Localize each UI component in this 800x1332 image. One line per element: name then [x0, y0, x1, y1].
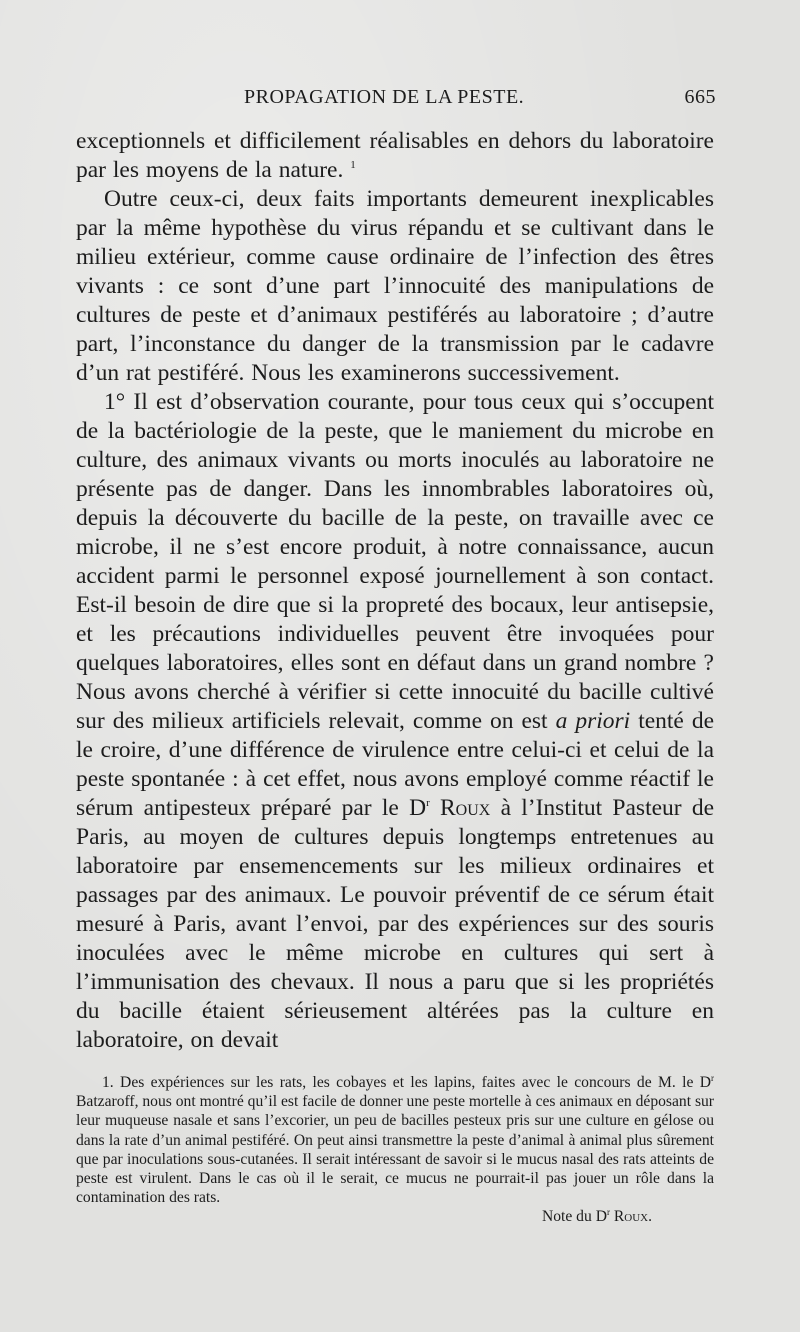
person-name: Roux — [439, 795, 491, 821]
main-text — [76, 127, 714, 1055]
footnote-text: 1. Des expériences sur les rats, les cobayes et les lapins, faites avec le concours de M. le — [102, 1074, 694, 1091]
paragraph — [76, 388, 714, 1055]
title-abbrev-sup: r — [606, 1207, 610, 1218]
paragraph-text: 1° Il est d’observation courante, pour tous ceux qui s’occupent de la bactériologie de la peste, que le maniement du microbe en culture, des animaux vivants ou morts inoculés au laboratoire ne présente pas de danger. Dans les innombrables laboratoires où, depuis la découverte du bacille de la peste, on travaille avec ce microbe, il ne s’est encore produit, à notre connaissance, aucun accident parmi le personnel exposé journellement à son contact. Est-il besoin de dire que si la propreté des bocaux, leur antisepsie, et les précautions individuelles peuvent être invoquées pour quelques laboratoires, elles sont en défaut dans un grand nombre ? Nous avons cherché à vérifier si cette innocuité du bacille cultivé sur des milieux artificiels relevait, comme on est — [76, 389, 714, 734]
title-abbrev-sup: r — [426, 797, 430, 809]
page-header — [76, 86, 716, 114]
footnote-text: Batzaroff, nous ont montré qu’il est facile de donner une peste mortelle à ces animaux en déposant sur leur muqueuse nasale et sans l’excorier, un peu de bacilles pesteux pris sur une culture en gélose ou dans la rate d’un animal pestiféré. On peut ainsi transmettre la peste d’animal à animal plus sûrement que par inoculations sous-cutanées. Il serait intéressant de savoir si le mucus nasal des rats atteints de peste est virulent. Dans le cas où il le serait, ce mucus ne pourrait-il pas jouer un rôle dans la contamination des rats. — [76, 1093, 714, 1207]
title-abbrev-sup: r — [711, 1073, 715, 1083]
running-title: PROPAGATION DE LA PESTE. — [244, 86, 525, 108]
footnote-block — [76, 1073, 714, 1227]
paragraph-text: à l’Institut Pasteur de Paris, au moyen de cultures depuis longtemps entretenues au laboratoire par ensemencements sur les milieux ordinaires et passages par des animaux. Le pouvoir préventif de ce sérum était mesuré à Paris, avant l’envoi, par des expériences sur des souris inoculées avec le même microbe en cultures qui sert à l’immunisation des chevaux. Il nous a paru que si les propriétés du bacille étaient sérieusement altérées pas la culture en laboratoire, on devait — [76, 795, 715, 1053]
page-number: 665 — [684, 86, 716, 108]
title-abbrev: D — [409, 795, 427, 821]
footnote — [76, 1073, 714, 1207]
title-abbrev: D — [699, 1074, 712, 1091]
signature-text: Note du — [541, 1208, 592, 1226]
paragraph: Outre ceux-ci, deux faits importants demeurent inexplicables par la même hypothèse du virus répandu et se cultivant dans le milieu extérieur, comme cause ordinaire de l’infection des êtres vivants : ce sont d’une part l’innocuité des manipulations de cultures de peste et d’animaux pestiférés au laboratoire ; d’autre part, l’inconstance du danger de la transmission par le cadavre d’un rat pestiféré. Nous les examinerons successivement. — [76, 186, 714, 386]
title-abbrev: D — [595, 1208, 607, 1226]
footnote-signature — [76, 1207, 714, 1226]
footnote-ref: 1 — [350, 159, 356, 171]
paragraph — [76, 127, 714, 185]
paragraph-text: tenté de le croire, d’une différence de virulence entre celui-ci et celui de la peste spontanée : à cet effet, nous avons employé comme réactif le sérum antipesteux préparé par le — [76, 708, 715, 821]
italic-phrase: a priori — [555, 708, 631, 734]
paragraph-text: exceptionnels et difficilement réalisables en dehors du laboratoire par les moyens de la nature. — [76, 128, 714, 183]
signature-name: Roux. — [613, 1208, 652, 1226]
